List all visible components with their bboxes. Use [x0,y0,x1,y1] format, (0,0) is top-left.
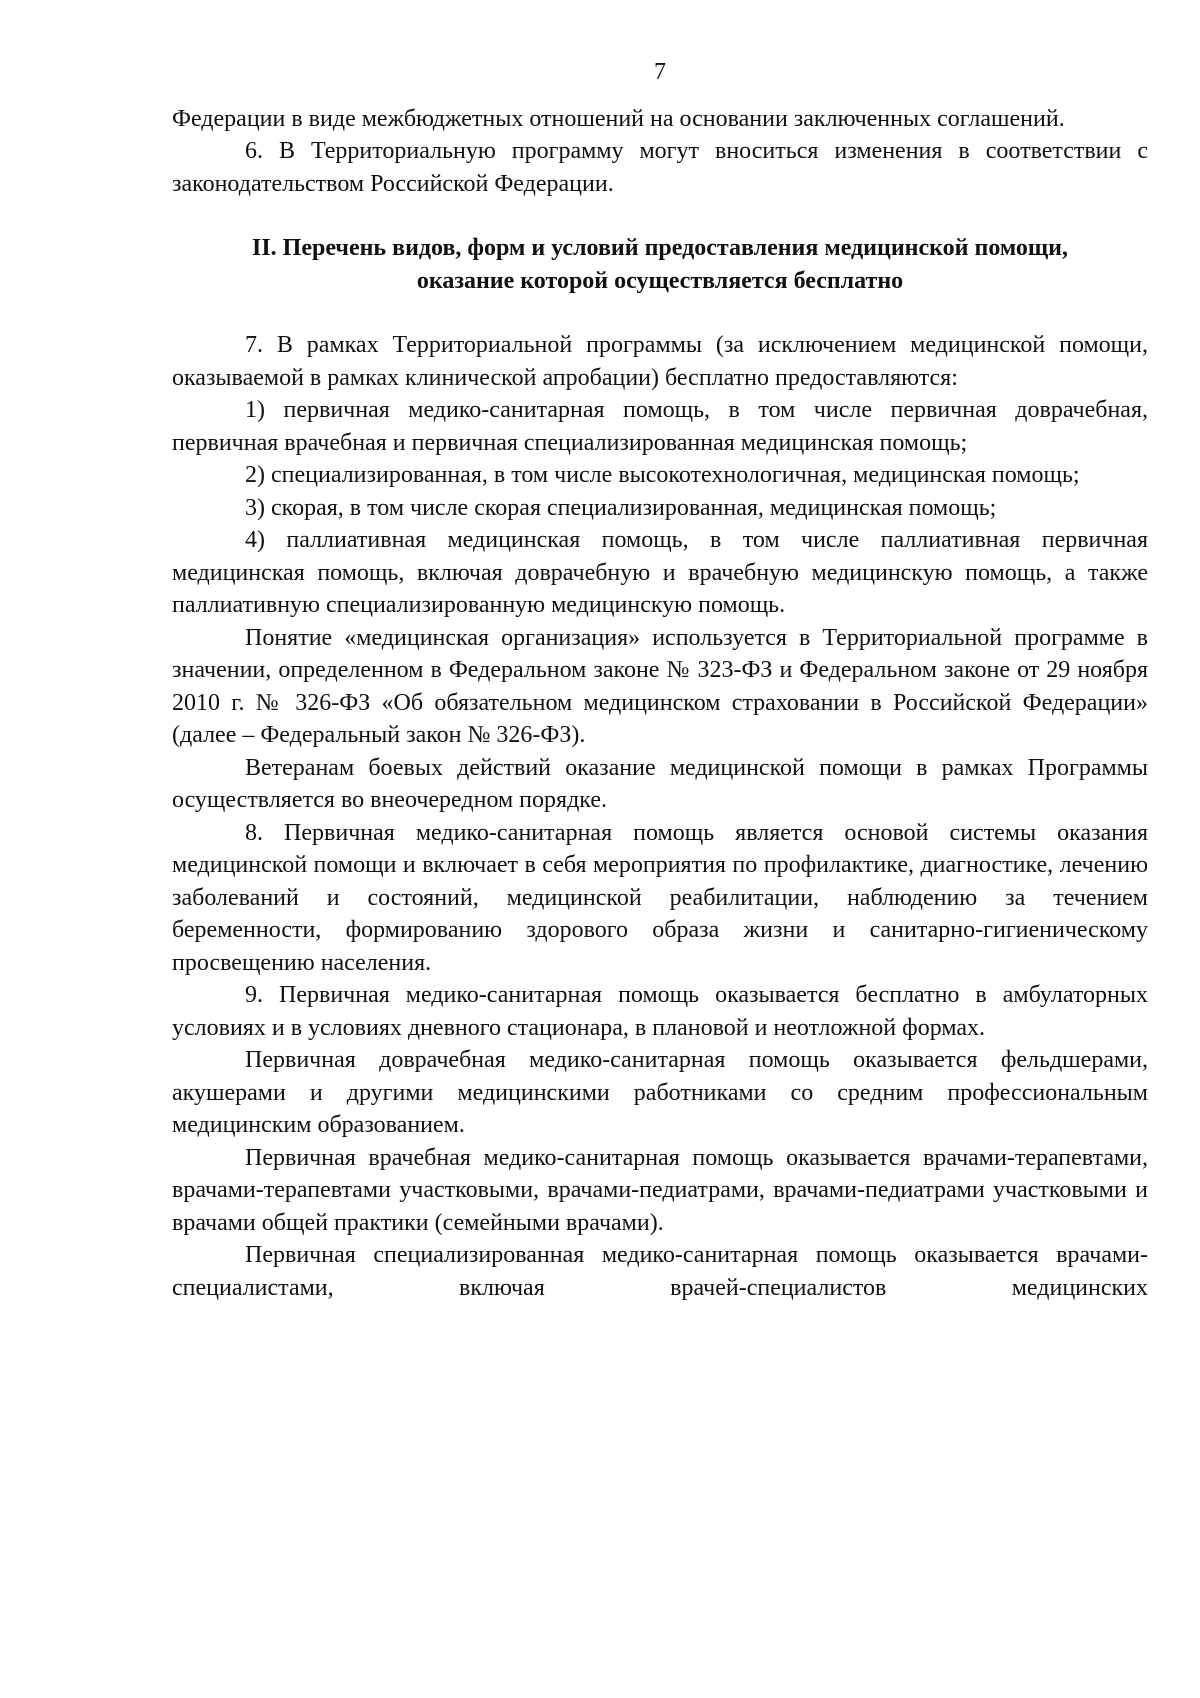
section-title-line-2: оказание которой осуществляется бесплатно [416,267,904,294]
paragraph-doctor-care: Первичная врачебная медико-санитарная помощь оказывается врачами-терапевтами, врачами-терапевтами участковыми, врачами-педиатрами, врачами-педиатрами участковыми и врачами общей практики (семейными врачами). [172,1144,1148,1236]
list-item-2: 2) специализированная, в том числе высокотехнологичная, медицинская помощь; [245,462,1080,488]
paragraph-item-9: 9. Первичная медико-санитарная помощь оказывается бесплатно в амбулаторных условиях и в условиях дневного стационара, в плановой и неотложной формах. [172,982,1148,1041]
paragraph-specialized-care: Первичная специализированная медико-санитарная помощь оказывается врачами-специалистами, включая врачей-специалистов медицинских [172,1242,1148,1301]
paragraph-continuation: Федерации в виде межбюджетных отношений на основании заключенных соглашений. [172,105,1065,132]
section-title-line-1: II. Перечень видов, форм и условий предоставления медицинской помощи, [252,235,1068,261]
paragraph-item-6: 6. В Территориальную программу могут вноситься изменения в соответствии с законодательством Российской Федерации. [172,138,1148,197]
list-item-4: 4) паллиативная медицинская помощь, в том числе паллиативная первичная медицинская помощь, включая доврачебную и врачебную медицинскую помощь, а также паллиативную специализированную медицинскую помощь. [172,527,1148,618]
page-number: 7 [654,59,666,85]
paragraph-item-8: 8. Первичная медико-санитарная помощь является основой системы оказания медицинской помощи и включает в себя мероприятия по профилактике, диагностике, лечению заболеваний и состояний, медицинской реабилитации, наблюдению за течением беременности, формированию здорового образа жизни и санитарно-гигиеническому просвещению населения. [172,819,1148,976]
list-item-1: 1) первичная медико-санитарная помощь, в том числе первичная доврачебная, первичная врачебная и первичная специализированная медицинская помощь; [172,397,1148,456]
paragraph-pre-doctor-care: Первичная доврачебная медико-санитарная помощь оказывается фельдшерами, акушерами и другими медицинскими работниками со средним профессиональным медицинским образованием. [172,1047,1148,1138]
list-item-3: 3) скорая, в том числе скорая специализированная, медицинская помощь; [245,494,997,521]
paragraph-veterans: Ветеранам боевых действий оказание медицинской помощи в рамках Программы осуществляется во внеочередном порядке. [172,754,1148,813]
section-title [172,232,1148,297]
paragraph-item-7: 7. В рамках Территориальной программы (за исключением медицинской помощи, оказываемой в рамках клинической апробации) бесплатно предоставляются: [172,332,1148,391]
paragraph-medical-organization: Понятие «медицинская организация» используется в Территориальной программе в значении, определенном в Федеральном законе № 323-ФЗ и Федеральном законе от 29 ноября 2010 г. № 326-ФЗ «Об обязательном медицинском страховании в Российской Федерации» (далее – Федеральный закон № 326-ФЗ). [172,624,1148,748]
